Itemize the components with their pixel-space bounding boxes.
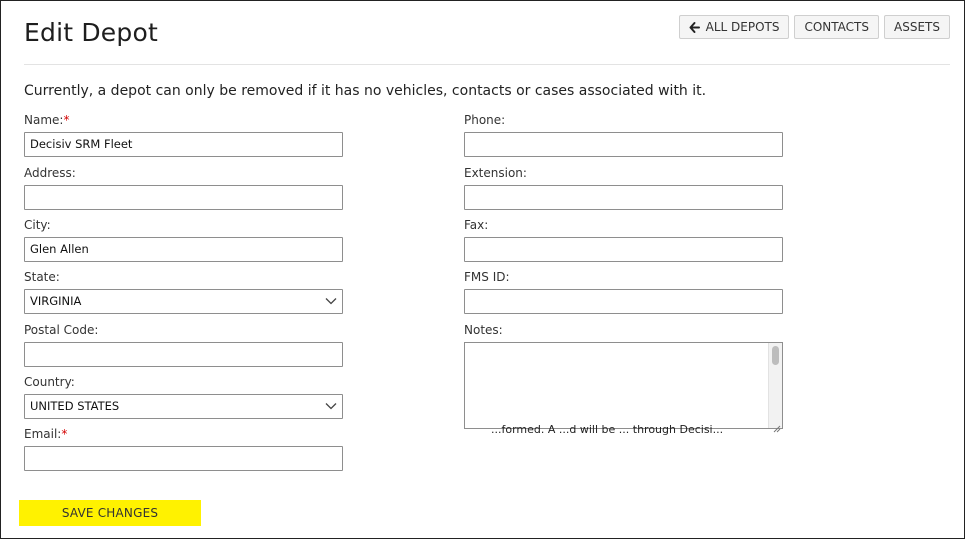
notes-textarea[interactable] <box>464 342 783 436</box>
removal-notice: Currently, a depot can only be removed if it has no vehicles, contacts or cases associated with it. <box>24 83 707 99</box>
email-field-group <box>24 426 343 471</box>
fms-id-label: FMS ID: <box>464 270 510 284</box>
address-label: Address: <box>24 166 76 180</box>
country-field-group <box>24 374 343 419</box>
country-selected-value: UNITED STATES <box>30 399 120 413</box>
country-label: Country: <box>24 375 75 389</box>
country-select[interactable] <box>24 394 343 419</box>
fms-id-input[interactable] <box>464 289 783 314</box>
resize-handle-icon[interactable] <box>772 418 781 427</box>
postal-code-label: Postal Code: <box>24 323 99 337</box>
postal-code-field-group <box>24 322 343 367</box>
assets-button[interactable]: ASSETS <box>884 15 950 39</box>
name-field-group <box>24 112 343 157</box>
header-divider <box>24 64 950 65</box>
state-field-group <box>24 269 343 314</box>
required-marker: * <box>63 113 70 127</box>
address-input[interactable] <box>24 185 343 210</box>
state-label: State: <box>24 270 60 284</box>
city-input[interactable]: Glen Allen <box>24 237 343 262</box>
required-marker: * <box>61 427 68 441</box>
contacts-button[interactable]: CONTACTS <box>794 15 879 39</box>
notes-scrollbar[interactable] <box>768 343 782 428</box>
phone-input[interactable] <box>464 132 783 157</box>
notes-label: Notes: <box>464 323 503 337</box>
phone-label: Phone: <box>464 113 506 127</box>
chevron-down-icon <box>325 290 337 313</box>
chevron-down-icon <box>325 395 337 418</box>
city-label: City: <box>24 218 51 232</box>
save-changes-button[interactable]: SAVE CHANGES <box>19 500 201 526</box>
all-depots-button[interactable] <box>679 15 790 39</box>
top-nav <box>679 15 950 39</box>
page-title: Edit Depot <box>24 18 158 47</box>
notes-field-group <box>464 322 783 436</box>
name-input[interactable]: Decisiv SRM Fleet <box>24 132 343 157</box>
fms-id-field-group <box>464 269 783 314</box>
state-select[interactable] <box>24 289 343 314</box>
extension-field-group <box>464 165 783 210</box>
email-input[interactable] <box>24 446 343 471</box>
city-field-group <box>24 217 343 262</box>
arrow-left-icon <box>689 22 700 33</box>
extension-label: Extension: <box>464 166 527 180</box>
email-label: Email:* <box>24 427 68 441</box>
postal-code-input[interactable] <box>24 342 343 367</box>
extension-input[interactable] <box>464 185 783 210</box>
state-selected-value: VIRGINIA <box>30 294 82 308</box>
name-label: Name:* <box>24 113 70 127</box>
notes-scroll-thumb[interactable] <box>772 346 779 365</box>
fax-input[interactable] <box>464 237 783 262</box>
address-field-group <box>24 165 343 210</box>
notes-text: ...formed. A ...d will be ... through Decisi... <box>491 423 724 436</box>
fax-label: Fax: <box>464 218 489 232</box>
fax-field-group <box>464 217 783 262</box>
all-depots-label: ALL DEPOTS <box>705 20 780 34</box>
phone-field-group <box>464 112 783 157</box>
